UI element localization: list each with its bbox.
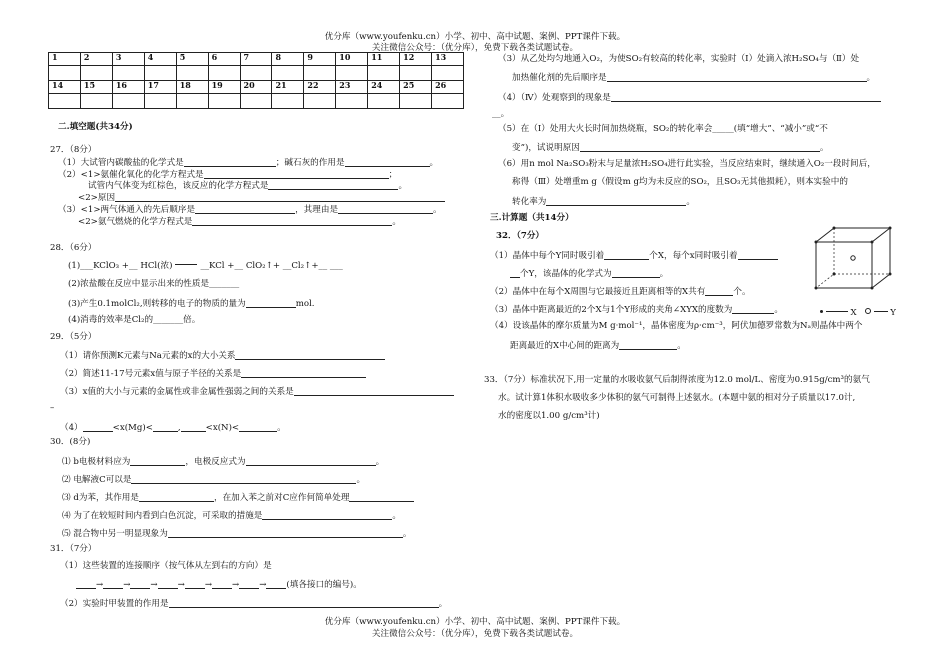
answer-blank[interactable] bbox=[130, 456, 185, 466]
text: （1）晶体中每个Y同时吸引着 bbox=[490, 251, 605, 261]
answer-cell[interactable] bbox=[176, 94, 208, 109]
text: 加热催化剂的先后顺序是 bbox=[512, 73, 607, 83]
corner-atom bbox=[833, 227, 836, 230]
answer-cell[interactable] bbox=[336, 94, 368, 109]
answer-cell[interactable] bbox=[80, 66, 112, 81]
text: 。 bbox=[402, 529, 412, 539]
answer-cell[interactable] bbox=[336, 66, 368, 81]
corner-atom bbox=[889, 227, 892, 230]
answer-blank[interactable] bbox=[294, 386, 454, 396]
text: 。 bbox=[677, 341, 686, 351]
answer-grid-number: 5 bbox=[176, 53, 208, 66]
text: __KCl +__ ClO₂↑+ __Cl₂↑+__ ___ bbox=[200, 261, 343, 271]
text: <x(N)< bbox=[205, 423, 240, 433]
question-32-title: 32．（7分） bbox=[496, 231, 545, 241]
cube-legend bbox=[820, 308, 896, 319]
text: ⑸ 混合物中另一明显现象为 bbox=[62, 529, 168, 539]
arrow-icon: → bbox=[204, 580, 213, 590]
answer-blank[interactable] bbox=[131, 474, 356, 484]
text: 。 bbox=[375, 457, 385, 467]
answer-cell[interactable] bbox=[400, 94, 432, 109]
q32-line6 bbox=[510, 340, 686, 352]
q30-line1 bbox=[62, 456, 384, 468]
text: mol. bbox=[295, 299, 315, 309]
answer-grid-number: 19 bbox=[208, 81, 240, 94]
arrow-icon: → bbox=[123, 580, 131, 590]
answer-cell[interactable] bbox=[112, 66, 144, 81]
cube-top-edges bbox=[816, 228, 890, 242]
text: ⑷ 为了在较短时间内看到白色沉淀，可采取的措施是 bbox=[62, 511, 263, 521]
text: （2）简述11-17号元素x值与原子半径的关系是 bbox=[60, 369, 242, 379]
text: 。 bbox=[774, 305, 783, 315]
q27-line3 bbox=[88, 180, 407, 192]
answer-cell[interactable] bbox=[272, 94, 304, 109]
answer-blank[interactable] bbox=[139, 492, 214, 502]
text: 个。 bbox=[733, 287, 751, 297]
q30-line3 bbox=[62, 492, 414, 504]
left-column bbox=[48, 52, 466, 609]
q28-line4: (4)消毒的效率是Cl₂的_______倍。 bbox=[68, 315, 201, 325]
section-title-fill-in: 二.填空题(共34分) bbox=[58, 122, 133, 132]
text: ⑴ b电极材料应为 bbox=[62, 457, 131, 467]
text: 。 bbox=[429, 158, 439, 168]
answer-grid-number: 3 bbox=[112, 53, 144, 66]
text: （2）实验时甲装置的作用是 bbox=[60, 599, 169, 609]
arrow-icon: → bbox=[96, 580, 104, 590]
cube-right-edges bbox=[872, 228, 890, 288]
text: （3）x值的大小与元素的金属性或非金属性强弱之间的关系是 bbox=[60, 387, 294, 397]
text: 。 bbox=[686, 197, 695, 207]
answer-blank[interactable] bbox=[239, 422, 277, 432]
cube-hidden-edges bbox=[816, 228, 834, 288]
text: （1）大试管内碳酸盐的化学式是 bbox=[58, 158, 184, 168]
answer-blank[interactable] bbox=[153, 422, 178, 432]
answer-grid-number: 1 bbox=[49, 53, 81, 66]
section-title-calculation: 三.计算题（共14分） bbox=[490, 213, 574, 223]
text: 个Y，该晶体的化学式为 bbox=[520, 269, 612, 279]
q31-5-line2 bbox=[512, 142, 829, 154]
text: （4）（Ⅳ）处观察到的现象是 bbox=[498, 93, 611, 103]
answer-cell[interactable] bbox=[176, 66, 208, 81]
text: <2>原因 bbox=[78, 193, 116, 203]
q27-line1 bbox=[58, 157, 438, 169]
question-31-title: 31．（7分） bbox=[50, 544, 97, 554]
text: （3）<1>两气体通入的先后顺序是 bbox=[58, 205, 196, 215]
q33-line2: 水。试计算1体积水吸收多少体积的氨气可制得上述氨水。(本题中氨的相对分子质量以17.0计, bbox=[498, 393, 856, 403]
arrow-icon: → bbox=[259, 580, 267, 590]
answer-blank[interactable] bbox=[268, 180, 398, 190]
q31-4-continuation: __。 bbox=[492, 109, 510, 119]
q31-4-line bbox=[498, 92, 881, 104]
text: 变”)，试说明原因 bbox=[512, 143, 580, 153]
text: 。 bbox=[659, 269, 669, 279]
corner-atom bbox=[871, 287, 874, 290]
answer-cell[interactable] bbox=[240, 94, 272, 109]
answer-cell[interactable] bbox=[240, 66, 272, 81]
corner-atom bbox=[815, 287, 818, 290]
answer-blank[interactable] bbox=[607, 72, 867, 82]
answer-grid-number: 11 bbox=[368, 53, 400, 66]
answer-grid-number: 10 bbox=[336, 53, 368, 66]
answer-blank[interactable] bbox=[349, 492, 414, 502]
answer-blank[interactable] bbox=[181, 422, 206, 432]
q29-line3 bbox=[60, 386, 454, 398]
answer-blank[interactable] bbox=[510, 268, 520, 278]
equation-arrow bbox=[175, 264, 197, 265]
q31-3-line2 bbox=[512, 72, 875, 84]
answer-blank[interactable] bbox=[130, 579, 150, 589]
q29-line1 bbox=[60, 350, 385, 362]
text: （4） bbox=[60, 423, 83, 433]
legend-x-marker bbox=[820, 310, 823, 313]
q32-line1 bbox=[490, 250, 778, 262]
text: ，其理由是 bbox=[295, 205, 339, 215]
answer-grid-number: 26 bbox=[432, 81, 464, 94]
answer-blank[interactable] bbox=[212, 579, 232, 589]
answer-grid-number: 4 bbox=[144, 53, 176, 66]
crystal-cube-diagram bbox=[812, 224, 900, 304]
page-header-line1: 优分库（www.youfenku.cn）小学、初中、高中试题、案例、PPT课件下载。 bbox=[324, 32, 626, 42]
text: (3)产生0.1molCl₂,则转移的电子的物质的量为 bbox=[68, 299, 246, 309]
q31-3-line1: （3）从乙处均匀地通入O₂，为使SO₂有较高的转化率，实验时（Ⅰ）处滴入浓H₂SO₄与（Ⅱ）处 bbox=[498, 54, 860, 64]
answer-cell[interactable] bbox=[144, 66, 176, 81]
answer-blank[interactable] bbox=[604, 250, 649, 260]
text: （2）晶体中在每个X周围与它最接近且距离相等的X共有 bbox=[490, 287, 706, 297]
text: 。 bbox=[392, 511, 401, 521]
answer-blank[interactable] bbox=[192, 216, 392, 226]
text: 距离最近的X中心间的距离为 bbox=[510, 341, 620, 351]
cube-center-y-atom bbox=[851, 256, 855, 260]
answer-cell[interactable] bbox=[49, 66, 81, 81]
answer-blank[interactable] bbox=[246, 456, 376, 466]
answer-blank[interactable] bbox=[239, 579, 259, 589]
q28-line1 bbox=[68, 262, 343, 272]
answer-grid-row bbox=[49, 53, 464, 66]
answer-grid-number: 17 bbox=[144, 81, 176, 94]
answer-blank[interactable] bbox=[246, 298, 296, 308]
answer-blank[interactable] bbox=[262, 510, 392, 520]
text: (填各接口的编号)。 bbox=[286, 580, 362, 590]
q31-line1: （1）这些装置的连接顺序（按气体从左到右的方向）是 bbox=[60, 561, 272, 571]
q31-5-line1: （5）在（Ⅰ）处用大火长时间加热烧瓶，SO₂的转化率会_____(填“增大”、“减小”或“不 bbox=[498, 124, 828, 134]
q31-6-line3 bbox=[512, 196, 695, 208]
text: 。 bbox=[392, 217, 402, 227]
corner-atom bbox=[871, 241, 874, 244]
answer-cell[interactable] bbox=[304, 66, 336, 81]
question-27-title: 27．（8分） bbox=[50, 145, 97, 155]
q30-line2 bbox=[62, 474, 365, 486]
text: 。 bbox=[356, 475, 366, 485]
answer-blank[interactable] bbox=[184, 157, 276, 167]
answer-blank[interactable] bbox=[158, 579, 178, 589]
answer-blank[interactable] bbox=[169, 598, 439, 608]
text: 。 bbox=[398, 181, 408, 191]
answer-blank[interactable] bbox=[103, 579, 123, 589]
answer-blank[interactable] bbox=[611, 92, 881, 102]
answer-blank[interactable] bbox=[235, 350, 385, 360]
text: ⑵ 电解液C可以是 bbox=[62, 475, 132, 485]
q32-line3 bbox=[490, 286, 751, 298]
answer-grid-number: 14 bbox=[49, 81, 81, 94]
q33-line3: 水的密度以1.00 g/cm³计) bbox=[498, 411, 600, 421]
answer-blank[interactable] bbox=[76, 579, 96, 589]
q31-line3 bbox=[60, 598, 447, 610]
q31-line2 bbox=[76, 579, 362, 591]
text: <2>氨气燃烧的化学方程式是 bbox=[78, 217, 193, 227]
answer-cell[interactable] bbox=[432, 66, 464, 81]
text: 。 bbox=[866, 73, 876, 83]
answer-blank[interactable] bbox=[612, 268, 660, 278]
text: （1）请你预测K元素与Na元素的x的大小关系 bbox=[60, 351, 236, 361]
answer-cell[interactable] bbox=[368, 66, 400, 81]
corner-atom bbox=[833, 273, 836, 276]
question-29-title: 29．（5分） bbox=[50, 332, 97, 342]
answer-blank[interactable] bbox=[338, 204, 433, 214]
answer-cell[interactable] bbox=[368, 94, 400, 109]
text: (1)___KClO₃ +__ HCl(浓) bbox=[68, 261, 173, 271]
legend-y-marker bbox=[865, 308, 871, 314]
answer-cell[interactable] bbox=[208, 94, 240, 109]
answer-blank[interactable] bbox=[580, 142, 820, 152]
q28-line2: (2)浓盐酸在反应中显示出来的性质是_______ bbox=[68, 279, 240, 289]
corner-atom bbox=[815, 241, 818, 244]
answer-blank[interactable] bbox=[195, 204, 295, 214]
answer-grid-number: 2 bbox=[80, 53, 112, 66]
text: （2）<1>氨催化氧化的化学方程式是 bbox=[58, 170, 204, 180]
answer-grid-number: 7 bbox=[240, 53, 272, 66]
text: <x(Mg)< bbox=[112, 423, 153, 433]
page-footer-line2: 关注微信公众号：（优分库），免费下载各类试题试卷。 bbox=[371, 629, 579, 639]
q32-line4 bbox=[490, 304, 783, 316]
answer-cell[interactable] bbox=[49, 94, 81, 109]
legend-y-label: Y bbox=[890, 308, 896, 318]
answer-cell[interactable] bbox=[112, 94, 144, 109]
legend-x-label: X bbox=[850, 308, 857, 318]
arrow-icon: → bbox=[232, 580, 240, 590]
answer-blank[interactable] bbox=[115, 192, 445, 202]
question-28-title: 28．（6分） bbox=[50, 243, 97, 253]
q29-dash: – bbox=[50, 403, 55, 413]
answer-blank[interactable] bbox=[266, 579, 286, 589]
answer-grid-number: 21 bbox=[272, 81, 304, 94]
answer-blank[interactable] bbox=[738, 250, 778, 260]
text: ⑶ d为苯，其作用是 bbox=[62, 493, 139, 503]
text: ； bbox=[388, 170, 398, 180]
q29-line2 bbox=[60, 368, 366, 380]
text: 。 bbox=[433, 205, 442, 215]
text: 个X，每个x同时吸引着 bbox=[649, 251, 738, 261]
corner-atom bbox=[889, 273, 892, 276]
answer-grid-number: 9 bbox=[304, 53, 336, 66]
answer-grid-number: 22 bbox=[304, 81, 336, 94]
page-header-line2: 关注微信公众号：（优分库），免费下载各类试题试卷。 bbox=[371, 43, 579, 53]
arrow-icon: → bbox=[177, 580, 185, 590]
answer-blank[interactable] bbox=[241, 368, 366, 378]
q31-6-line2: 称得（Ⅲ）处增重m g（假设m g均为未反应的SO₂，且SO₃无其他损耗），则本实验中的 bbox=[512, 177, 848, 187]
q29-line4 bbox=[60, 422, 286, 434]
answer-cell[interactable] bbox=[304, 94, 336, 109]
text: , bbox=[177, 423, 181, 433]
q32-line5: （4）设该晶体的摩尔质量为M g·mol⁻¹，晶体密度为ρ·cm⁻³，阿伏加德罗常数为Nₐ则晶体中两个 bbox=[490, 321, 863, 331]
answer-grid-number: 20 bbox=[240, 81, 272, 94]
text: 转化率为 bbox=[512, 197, 547, 207]
text: 。 bbox=[438, 599, 448, 609]
q30-line5 bbox=[62, 528, 411, 540]
answer-blank[interactable] bbox=[83, 422, 113, 432]
answer-blank[interactable] bbox=[732, 304, 774, 314]
q32-line2 bbox=[510, 268, 668, 280]
answer-cell[interactable] bbox=[400, 66, 432, 81]
answer-grid-number: 23 bbox=[336, 81, 368, 94]
answer-blank[interactable] bbox=[204, 169, 389, 179]
text: 。 bbox=[819, 143, 829, 153]
answer-grid-number: 8 bbox=[272, 53, 304, 66]
answer-grid-number: 25 bbox=[400, 81, 432, 94]
answer-cell[interactable] bbox=[272, 66, 304, 81]
answer-blank[interactable] bbox=[705, 286, 733, 296]
answer-grid-row bbox=[49, 81, 464, 94]
arrow-icon: → bbox=[150, 580, 158, 590]
answer-grid bbox=[48, 52, 464, 109]
answer-cell[interactable] bbox=[80, 94, 112, 109]
answer-blank[interactable] bbox=[619, 340, 677, 350]
answer-blank[interactable] bbox=[168, 528, 403, 538]
text: （3）晶体中距离最近的2个X与1个Y形成的夹角∠XYX的度数为 bbox=[490, 305, 733, 315]
answer-grid-number: 24 bbox=[368, 81, 400, 94]
answer-grid-number: 12 bbox=[400, 53, 432, 66]
q27-line6 bbox=[78, 216, 401, 228]
answer-blank[interactable] bbox=[546, 196, 686, 206]
q33-line1: 33．（7分）标准状况下,用一定量的水吸收氨气后制得浓度为12.0 mol/L、密度为0.915g/cm³的氨气 bbox=[484, 375, 870, 385]
answer-grid-number: 18 bbox=[176, 81, 208, 94]
q28-line3 bbox=[68, 298, 315, 310]
q31-6-line1: （6）用n mol Na₂SO₃粉末与足量浓H₂SO₄进行此实验，当反应结束时，继续通入O₂一段时间后， bbox=[498, 159, 876, 169]
q30-line4 bbox=[62, 510, 401, 522]
q27-line4 bbox=[78, 192, 445, 204]
question-30-title: 30．(8分) bbox=[50, 437, 91, 447]
legend-line bbox=[874, 311, 888, 312]
text: 。 bbox=[277, 423, 286, 433]
answer-blank[interactable] bbox=[345, 157, 430, 167]
page-footer-line1: 优分库（www.youfenku.cn）小学、初中、高中试题、案例、PPT课件下载。 bbox=[324, 617, 626, 627]
answer-cell[interactable] bbox=[208, 66, 240, 81]
answer-grid-number: 13 bbox=[432, 53, 464, 66]
text: ，电极反应式为 bbox=[185, 457, 246, 467]
answer-grid-blank-row bbox=[49, 66, 464, 81]
text: ；碱石灰的作用是 bbox=[275, 158, 345, 168]
answer-cell[interactable] bbox=[432, 94, 464, 109]
answer-grid-number: 16 bbox=[112, 81, 144, 94]
text: 试管内气体变为红棕色，该反应的化学方程式是 bbox=[88, 181, 269, 191]
answer-grid-number: 6 bbox=[208, 53, 240, 66]
answer-blank[interactable] bbox=[185, 579, 205, 589]
answer-grid-number: 15 bbox=[80, 81, 112, 94]
answer-cell[interactable] bbox=[144, 94, 176, 109]
answer-grid-blank-row bbox=[49, 94, 464, 109]
text: ，在加入苯之前对C应作何简单处理 bbox=[213, 493, 350, 503]
q27-line5 bbox=[58, 204, 442, 216]
legend-line bbox=[826, 311, 848, 312]
